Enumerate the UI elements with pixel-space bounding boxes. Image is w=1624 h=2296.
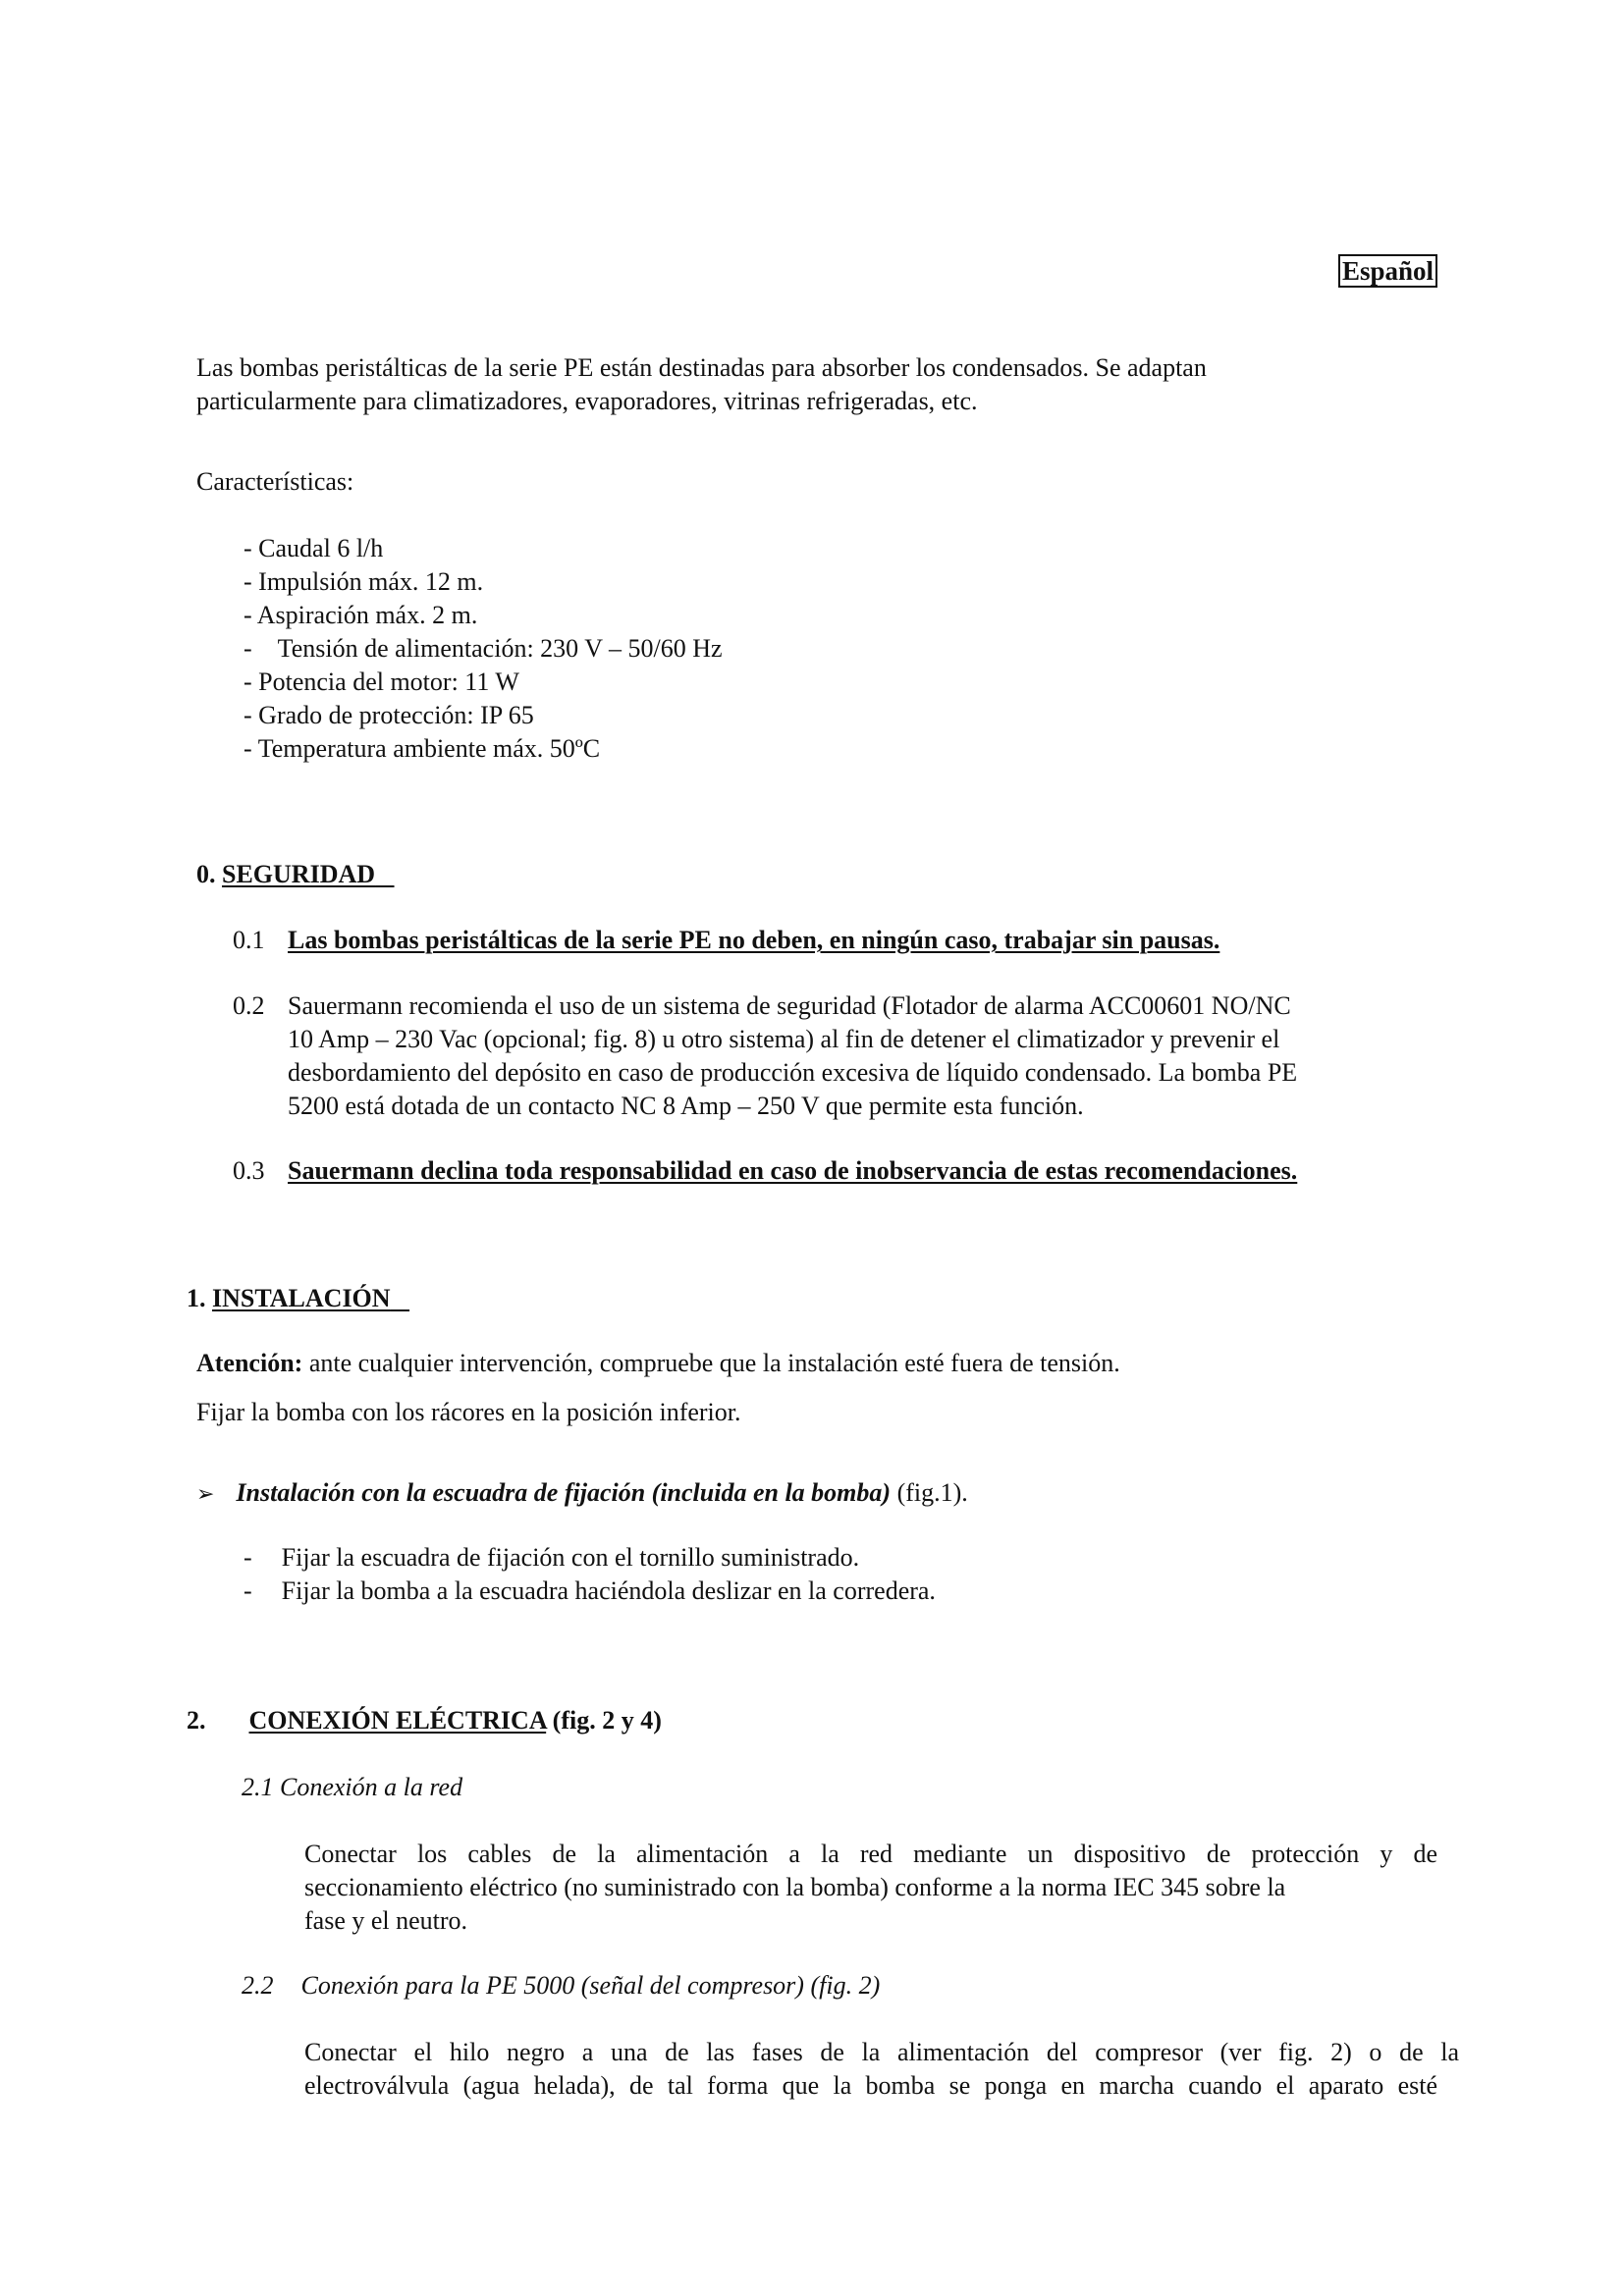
subsection-2-2-heading: 2.2 Conexión para la PE 5000 (señal del compresor) (fig. 2) [242,1971,881,2000]
subsection-2-1-heading: 2.1 Conexión a la red [242,1773,463,1801]
section-0-heading: 0. SEGURIDAD [196,860,376,888]
item-0-3-text: Sauermann declina toda responsabilidad en caso de inobservancia de estas recomendaciones. [288,1156,1298,1185]
intro-line-2: particularmente para climatizadores, evaporadores, vitrinas refrigeradas, etc. [196,387,978,415]
subsection-2-1-line-3: fase y el neutro. [304,1906,468,1935]
subsection-2-1-line-2: seccionamiento eléctrico (no suministrado con la bomba) conforme a la norma IEC 345 sobre la [304,1873,1286,1901]
section-2-heading: 2. CONEXIÓN ELÉCTRICA (fig. 2 y 4) [187,1706,662,1735]
item-0-2-line-3: desbordamiento del depósito en caso de producción excesiva de líquido condensado. La bomba PE [288,1058,1298,1087]
section-2-title: CONEXIÓN ELÉCTRICA [248,1706,547,1735]
intro-line-1: Las bombas peristálticas de la serie PE están destinadas para absorber los condensados. Se adaptan [196,353,1207,382]
item-0-1-text: Las bombas peristálticas de la serie PE no deben, en ningún caso, trabajar sin pausas. [288,926,1220,954]
item-0-2-line-4: 5200 está dotada de un contacto NC 8 Amp – 250 V que permite esta función. [288,1092,1084,1120]
arrow-bullet-icon: ➢ [196,1482,215,1507]
features-title: Características: [196,467,354,496]
list-item: - Grado de protección: IP 65 [244,701,534,729]
list-item: - Fijar la escuadra de fijación con el tornillo suministrado. [244,1543,860,1572]
list-item: - Tensión de alimentación: 230 V – 50/60 Hz [244,634,723,663]
list-item: - Temperatura ambiente máx. 50ºC [244,734,601,763]
item-0-3-number: 0.3 [233,1156,265,1185]
section-0-title: SEGURIDAD [222,860,376,888]
installation-bullet: ➢ Instalación con la escuadra de fijación (incluida en la bomba) (fig.1). [196,1478,968,1507]
item-0-2-line-2: 10 Amp – 230 Vac (opcional; fig. 8) u otro sistema) al fin de detener el climatizador y prevenir el [288,1025,1280,1053]
list-item: - Potencia del motor: 11 W [244,667,519,696]
language-tag: Español [1338,254,1437,288]
list-item: - Fijar la bomba a la escuadra haciéndola deslizar en la corredera. [244,1576,936,1605]
list-item: - Caudal 6 l/h [244,534,384,562]
item-0-2-line-1: Sauermann recomienda el uso de un sistema de seguridad (Flotador de alarma ACC00601 NO/NC [288,991,1291,1020]
list-item: - Aspiración máx. 2 m. [244,601,478,629]
item-0-1-number: 0.1 [233,926,265,954]
subsection-2-2-line-1: Conectar el hilo negro a una de las fases de la alimentación del compresor (ver fig. 2) o de la [304,2038,1459,2066]
attention-label: Atención: [196,1349,303,1377]
item-0-2-number: 0.2 [233,991,265,1020]
section-1-heading: 1. INSTALACIÓN [187,1284,391,1312]
list-item: - Impulsión máx. 12 m. [244,567,484,596]
fix-instruction: Fijar la bomba con los rácores en la posición inferior. [196,1398,741,1426]
attention-line: Atención: ante cualquier intervención, compruebe que la instalación esté fuera de tensión. [196,1349,1120,1377]
section-1-title: INSTALACIÓN [212,1284,391,1312]
subsection-2-1-line-1: Conectar los cables de la alimentación a la red mediante un dispositivo de protección y de [304,1840,1437,1868]
subsection-2-2-line-2: electroválvula (agua helada), de tal forma que la bomba se ponga en marcha cuando el aparato esté [304,2071,1437,2100]
